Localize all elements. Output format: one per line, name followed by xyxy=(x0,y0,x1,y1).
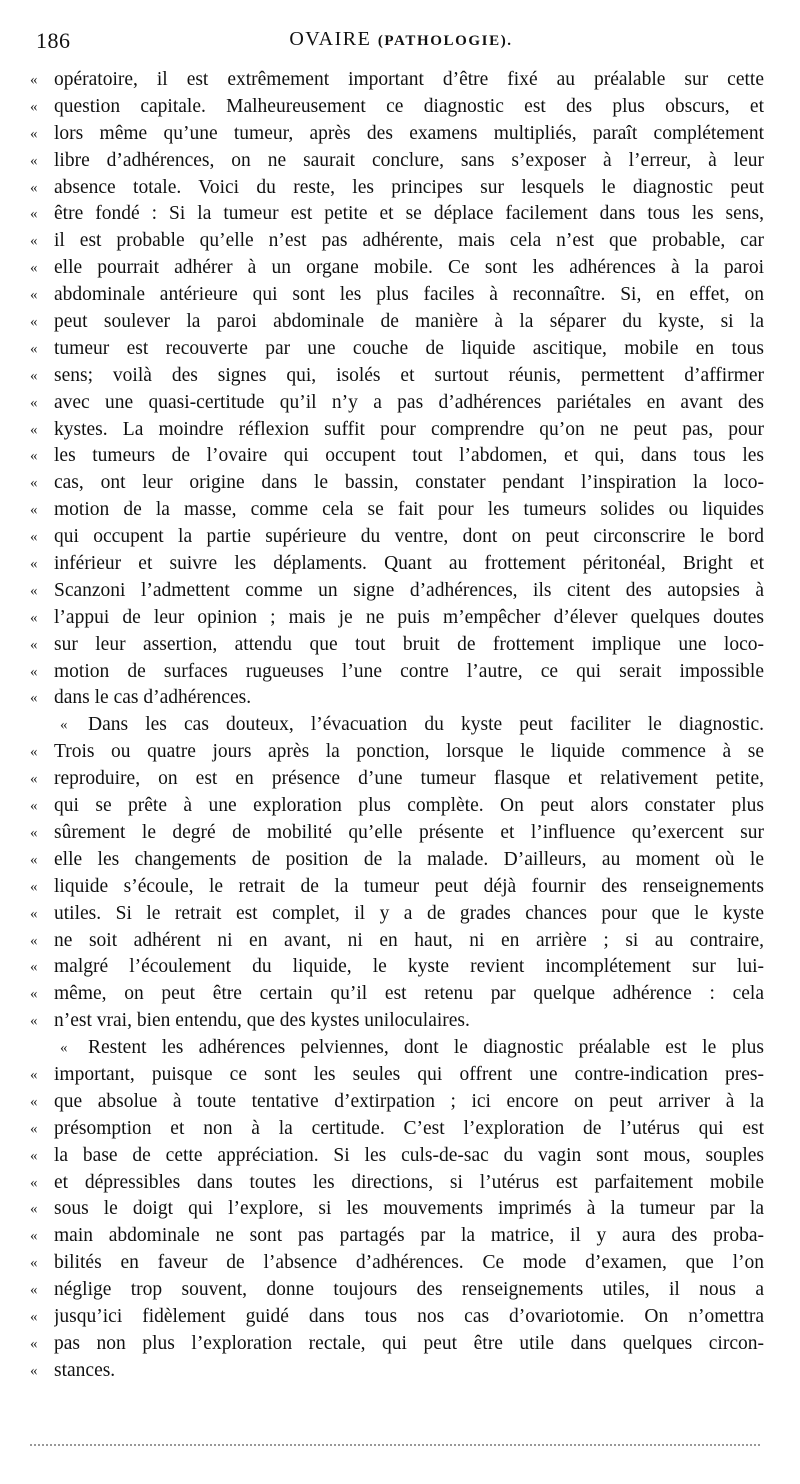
line-text: être fondé : Si la tumeur est petite et se déplace facilement dans tous les sens, xyxy=(54,203,764,225)
text-line xyxy=(30,1089,764,1116)
text-line xyxy=(30,1358,764,1385)
line-text: présomption et non à la certitude. C’est l’exploration de l’utérus qui est xyxy=(54,1117,764,1139)
line-text: tumeur est recouverte par une couche de liquide ascitique, mobile en tous xyxy=(54,337,764,359)
text-line xyxy=(30,605,764,632)
text-line xyxy=(30,1035,764,1062)
line-text: même, on peut être certain qu’il est retenu par quelque adhérence : cela xyxy=(54,983,764,1005)
text-line xyxy=(30,712,764,739)
line-text: kystes. La moindre réflexion suffit pour comprendre qu’on ne peut pas, pour xyxy=(54,418,764,440)
quote-mark: « xyxy=(30,878,38,895)
quote-mark: « xyxy=(30,98,38,115)
quote-mark: « xyxy=(30,1147,38,1164)
text-line xyxy=(30,67,764,94)
text-line xyxy=(30,928,764,955)
line-text: inférieur et suivre les déplaments. Quant au frottement péritonéal, Bright et xyxy=(54,553,764,575)
text-line xyxy=(30,282,764,309)
text-line xyxy=(30,443,764,470)
quote-mark: « xyxy=(30,340,38,357)
quote-mark: « xyxy=(30,1066,38,1083)
running-head-title: OVAIRE xyxy=(289,28,372,50)
line-text: peut soulever la paroi abdominale de manière à la séparer du kyste, si la xyxy=(54,311,764,333)
line-text: cas, ont leur origine dans le bassin, constater pendant l’inspiration la loco- xyxy=(54,472,764,494)
text-line xyxy=(30,685,764,712)
quote-mark: « xyxy=(30,72,38,88)
quote-mark: « xyxy=(30,1228,38,1245)
line-text: sur leur assertion, attendu que tout bruit de frottement implique une loco- xyxy=(54,633,764,655)
text-line xyxy=(30,766,764,793)
line-text: reproduire, on est en présence d’une tumeur flasque et relativement petite, xyxy=(54,768,764,790)
quote-mark: « xyxy=(30,502,38,519)
line-text: qui occupent la partie supérieure du ventre, dont on peut circonscrire le bord xyxy=(54,526,764,548)
quote-mark: « xyxy=(30,636,38,653)
quote-mark: « xyxy=(30,771,38,788)
quote-mark: « xyxy=(30,1093,38,1110)
text-line xyxy=(30,497,764,524)
text-line xyxy=(30,1196,764,1223)
page-header xyxy=(36,28,766,62)
quote-mark: « xyxy=(30,663,38,680)
quote-mark: « xyxy=(30,959,38,976)
quote-mark: « xyxy=(30,690,38,707)
quote-mark: « xyxy=(30,986,38,1003)
text-line xyxy=(30,121,764,148)
quote-mark: « xyxy=(30,932,38,949)
text-line xyxy=(30,1170,764,1197)
line-text: Restent les adhérences pelviennes, dont le diagnostic préalable est le plus xyxy=(88,1037,764,1059)
text-line xyxy=(30,981,764,1008)
quote-mark: « xyxy=(30,152,38,169)
text-line xyxy=(30,793,764,820)
quote-mark: « xyxy=(30,125,38,142)
quote-mark: « xyxy=(30,260,38,277)
text-line xyxy=(30,524,764,551)
line-text: dans le cas d’adhérences. xyxy=(54,687,252,709)
quote-mark: « xyxy=(30,824,38,841)
text-line xyxy=(30,336,764,363)
text-line xyxy=(30,659,764,686)
line-text: sûrement le degré de mobilité qu’elle présente et l’influence qu’exercent sur xyxy=(54,821,764,843)
text-line xyxy=(30,739,764,766)
line-text: Trois ou quatre jours après la ponction, lorsque le liquide commence à se xyxy=(54,741,764,763)
text-line xyxy=(30,255,764,282)
line-text: main abdominale ne sont pas partagés par la matrice, il y aura des proba- xyxy=(54,1225,764,1247)
quote-mark: « xyxy=(30,475,38,492)
running-head xyxy=(36,28,766,51)
line-text: il est probable qu’elle n’est pas adhérente, mais cela n’est que probable, car xyxy=(54,230,764,252)
line-text: n’est vrai, bien entendu, que des kystes uniloculaires. xyxy=(54,1010,470,1032)
quote-mark: « xyxy=(30,1013,38,1030)
quote-mark: « xyxy=(30,314,38,331)
line-text: néglige trop souvent, donne toujours des renseignements utiles, il nous a xyxy=(54,1279,764,1301)
line-text: ne soit adhérent ni en avant, ni en haut, ni en arrière ; si au contraire, xyxy=(54,929,764,951)
text-line xyxy=(30,148,764,175)
text-line xyxy=(30,1008,764,1035)
text-line xyxy=(30,1143,764,1170)
page-number: 186 xyxy=(36,28,71,53)
line-text: jusqu’ici fidèlement guidé dans tous nos cas d’ovariotomie. On n’omettra xyxy=(54,1305,764,1327)
text-line xyxy=(30,390,764,417)
quote-mark: « xyxy=(60,1040,68,1057)
line-text: opératoire, il est extrêmement important d’être fixé au préalable sur cette xyxy=(54,69,764,90)
line-text: stances. xyxy=(54,1359,116,1381)
quote-mark: « xyxy=(30,179,38,196)
text-line xyxy=(30,1062,764,1089)
line-text: abdominale antérieure qui sont les plus faciles à reconnaître. Si, en effet, on xyxy=(54,284,764,306)
line-text: bilités en faveur de l’absence d’adhérences. Ce mode d’examen, que l’on xyxy=(54,1252,764,1274)
text-line xyxy=(30,201,764,228)
line-text: lors même qu’une tumeur, après des examens multipliés, paraît complétement xyxy=(54,122,764,144)
text-line xyxy=(30,1277,764,1304)
text-line xyxy=(30,309,764,336)
quote-mark: « xyxy=(30,1362,38,1379)
quote-mark: « xyxy=(30,421,38,438)
quote-mark: « xyxy=(30,206,38,223)
text-line xyxy=(30,417,764,444)
text-line xyxy=(30,820,764,847)
quote-mark: « xyxy=(30,1174,38,1191)
line-text: que absolue à toute tentative d’extirpation ; ici encore on peut arriver à la xyxy=(54,1090,764,1112)
line-text: elle pourrait adhérer à un organe mobile. Ce sont les adhérences à la paroi xyxy=(54,257,764,279)
text-line xyxy=(30,1223,764,1250)
quote-mark: « xyxy=(30,582,38,599)
line-text: liquide s’écoule, le retrait de la tumeur peut déjà fournir des renseignements xyxy=(54,875,764,897)
text-line xyxy=(30,175,764,202)
quote-mark: « xyxy=(30,1120,38,1137)
text-line xyxy=(30,94,764,121)
quote-mark: « xyxy=(30,1308,38,1325)
text-line xyxy=(30,901,764,928)
line-text: motion de la masse, comme cela se fait pour les tumeurs solides ou liquides xyxy=(54,499,764,521)
quote-mark: « xyxy=(30,448,38,465)
text-line xyxy=(30,632,764,659)
line-text: sens; voilà des signes qui, isolés et surtout réunis, permettent d’affirmer xyxy=(54,364,764,386)
text-line xyxy=(30,847,764,874)
text-line xyxy=(30,1116,764,1143)
line-text: pas non plus l’exploration rectale, qui peut être utile dans quelques circon- xyxy=(54,1332,764,1354)
quote-mark: « xyxy=(30,1282,38,1299)
line-text: les tumeurs de l’ovaire qui occupent tout l’abdomen, et qui, dans tous les xyxy=(54,445,764,467)
line-text: libre d’adhérences, on ne saurait conclure, sans s’exposer à l’erreur, à leur xyxy=(54,149,764,171)
text-line xyxy=(30,578,764,605)
quote-mark: « xyxy=(30,367,38,384)
quote-mark: « xyxy=(30,287,38,304)
quote-mark: « xyxy=(30,1255,38,1272)
line-text: malgré l’écoulement du liquide, le kyste revient incomplétement sur lui- xyxy=(54,956,764,978)
quote-mark: « xyxy=(30,744,38,761)
quote-mark: « xyxy=(30,1201,38,1218)
text-line xyxy=(30,363,764,390)
body-text xyxy=(30,67,764,1385)
quote-mark: « xyxy=(30,798,38,815)
line-text: Dans les cas douteux, l’évacuation du kyste peut faciliter le diagnostic. xyxy=(88,714,764,736)
line-text: elle les changements de position de la malade. D’ailleurs, au moment où le xyxy=(54,848,764,870)
quote-mark: « xyxy=(30,394,38,411)
quote-mark: « xyxy=(30,529,38,546)
text-line xyxy=(30,470,764,497)
running-head-subtitle: (PATHOLOGIE). xyxy=(377,33,513,49)
quote-mark: « xyxy=(30,1335,38,1352)
text-line xyxy=(30,228,764,255)
line-text: Scanzoni l’admettent comme un signe d’adhérences, ils citent des autopsies à xyxy=(54,579,764,601)
line-text: absence totale. Voici du reste, les principes sur lesquels le diagnostic peut xyxy=(54,176,764,198)
quote-mark: « xyxy=(30,851,38,868)
line-text: question capitale. Malheureusement ce diagnostic est des plus obscurs, et xyxy=(54,95,764,117)
text-line xyxy=(30,551,764,578)
quote-mark: « xyxy=(30,233,38,250)
line-text: l’appui de leur opinion ; mais je ne puis m’empêcher d’élever quelques doutes xyxy=(54,606,764,628)
text-line xyxy=(30,1250,764,1277)
line-text: utiles. Si le retrait est complet, il y a de grades chances pour que le kyste xyxy=(54,902,764,924)
line-text: la base de cette appréciation. Si les culs-de-sac du vagin sont mous, souples xyxy=(54,1144,764,1166)
line-text: qui se prête à une exploration plus complète. On peut alors constater plus xyxy=(54,795,764,817)
line-text: sous le doigt qui l’explore, si les mouvements imprimés à la tumeur par la xyxy=(54,1198,764,1220)
text-line xyxy=(30,1304,764,1331)
text-line xyxy=(30,1331,764,1358)
quote-mark: « xyxy=(60,717,68,734)
line-text: important, puisque ce sont les seules qui offrent une contre-indication pres- xyxy=(54,1063,764,1085)
line-text: avec une quasi-certitude qu’il n’y a pas d’adhérences pariétales en avant des xyxy=(54,391,764,413)
line-text: motion de surfaces rugueuses l’une contre l’autre, ce qui serait impossible xyxy=(54,660,764,682)
quote-mark: « xyxy=(30,905,38,922)
quote-mark: « xyxy=(30,556,38,573)
text-line xyxy=(30,954,764,981)
text-line xyxy=(30,874,764,901)
quote-mark: « xyxy=(30,609,38,626)
footer-dotted-rule xyxy=(30,1444,760,1446)
line-text: et dépressibles dans toutes les directions, si l’utérus est parfaitement mobile xyxy=(54,1171,764,1193)
